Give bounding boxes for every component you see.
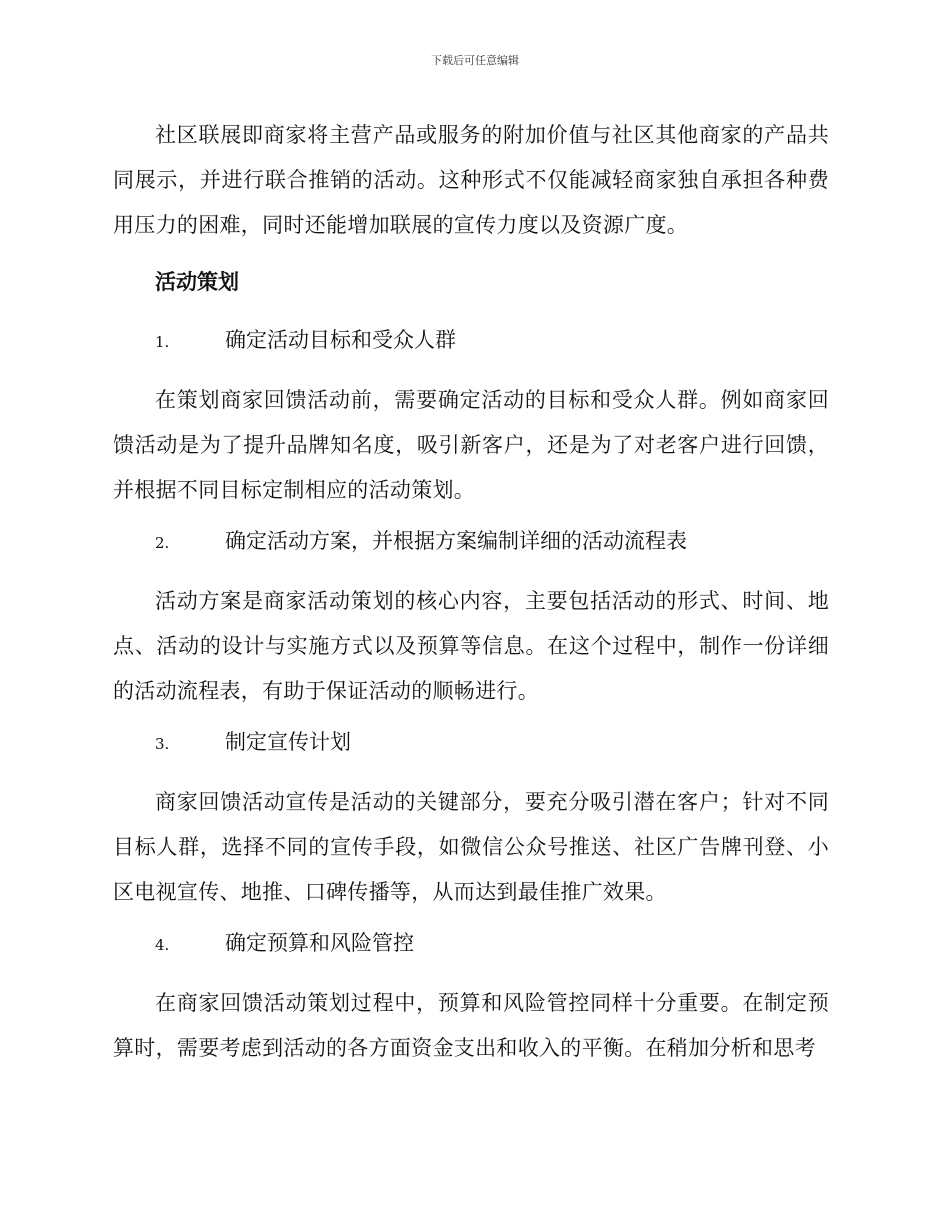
- list-item-4: [155, 927, 829, 961]
- list-item-1: [155, 324, 829, 358]
- item-number: 4.: [155, 936, 170, 954]
- item-number: 3.: [155, 735, 170, 753]
- list-item-3: [155, 726, 829, 760]
- item-paragraph-3: 商家回馈活动宣传是活动的关键部分，要充分吸引潜在客户；针对不同目标人群，选择不同的宣传手段，如微信公众号推送、社区广告牌刊登、小区电视宣传、地推、口碑传播等，从而达到最佳推广效果。: [113, 790, 829, 904]
- list-item-2: [155, 525, 829, 559]
- section-heading: 活动策划: [155, 270, 239, 294]
- item-title: 制定宣传计划: [225, 730, 351, 754]
- item-number: 2.: [155, 534, 170, 552]
- item-number: 1.: [155, 333, 170, 351]
- item-paragraph-2: 活动方案是商家活动策划的核心内容，主要包括活动的形式、时间、地点、活动的设计与实施方式以及预算等信息。在这个过程中，制作一份详细的活动流程表，有助于保证活动的顺畅进行。: [113, 589, 829, 703]
- document-body: [113, 113, 829, 1083]
- intro-paragraph: 社区联展即商家将主营产品或服务的附加价值与社区其他商家的产品共同展示，并进行联合推销的活动。这种形式不仅能减轻商家独自承担各种费用压力的困难，同时还能增加联展的宣传力度以及资源广度。: [113, 123, 829, 237]
- item-paragraph-1: 在策划商家回馈活动前，需要确定活动的目标和受众人群。例如商家回馈活动是为了提升品牌知名度，吸引新客户，还是为了对老客户进行回馈，并根据不同目标定制相应的活动策划。: [113, 388, 829, 502]
- item-title: 确定活动目标和受众人群: [225, 328, 456, 352]
- page-header: 下载后可任意编辑: [431, 54, 519, 67]
- item-paragraph-4: 在商家回馈活动策划过程中，预算和风险管控同样十分重要。在制定预算时，需要考虑到活动的各方面资金支出和收入的平衡。在稍加分析和思考: [113, 991, 829, 1060]
- item-title: 确定预算和风险管控: [225, 931, 414, 955]
- item-title: 确定活动方案，并根据方案编制详细的活动流程表: [225, 529, 687, 553]
